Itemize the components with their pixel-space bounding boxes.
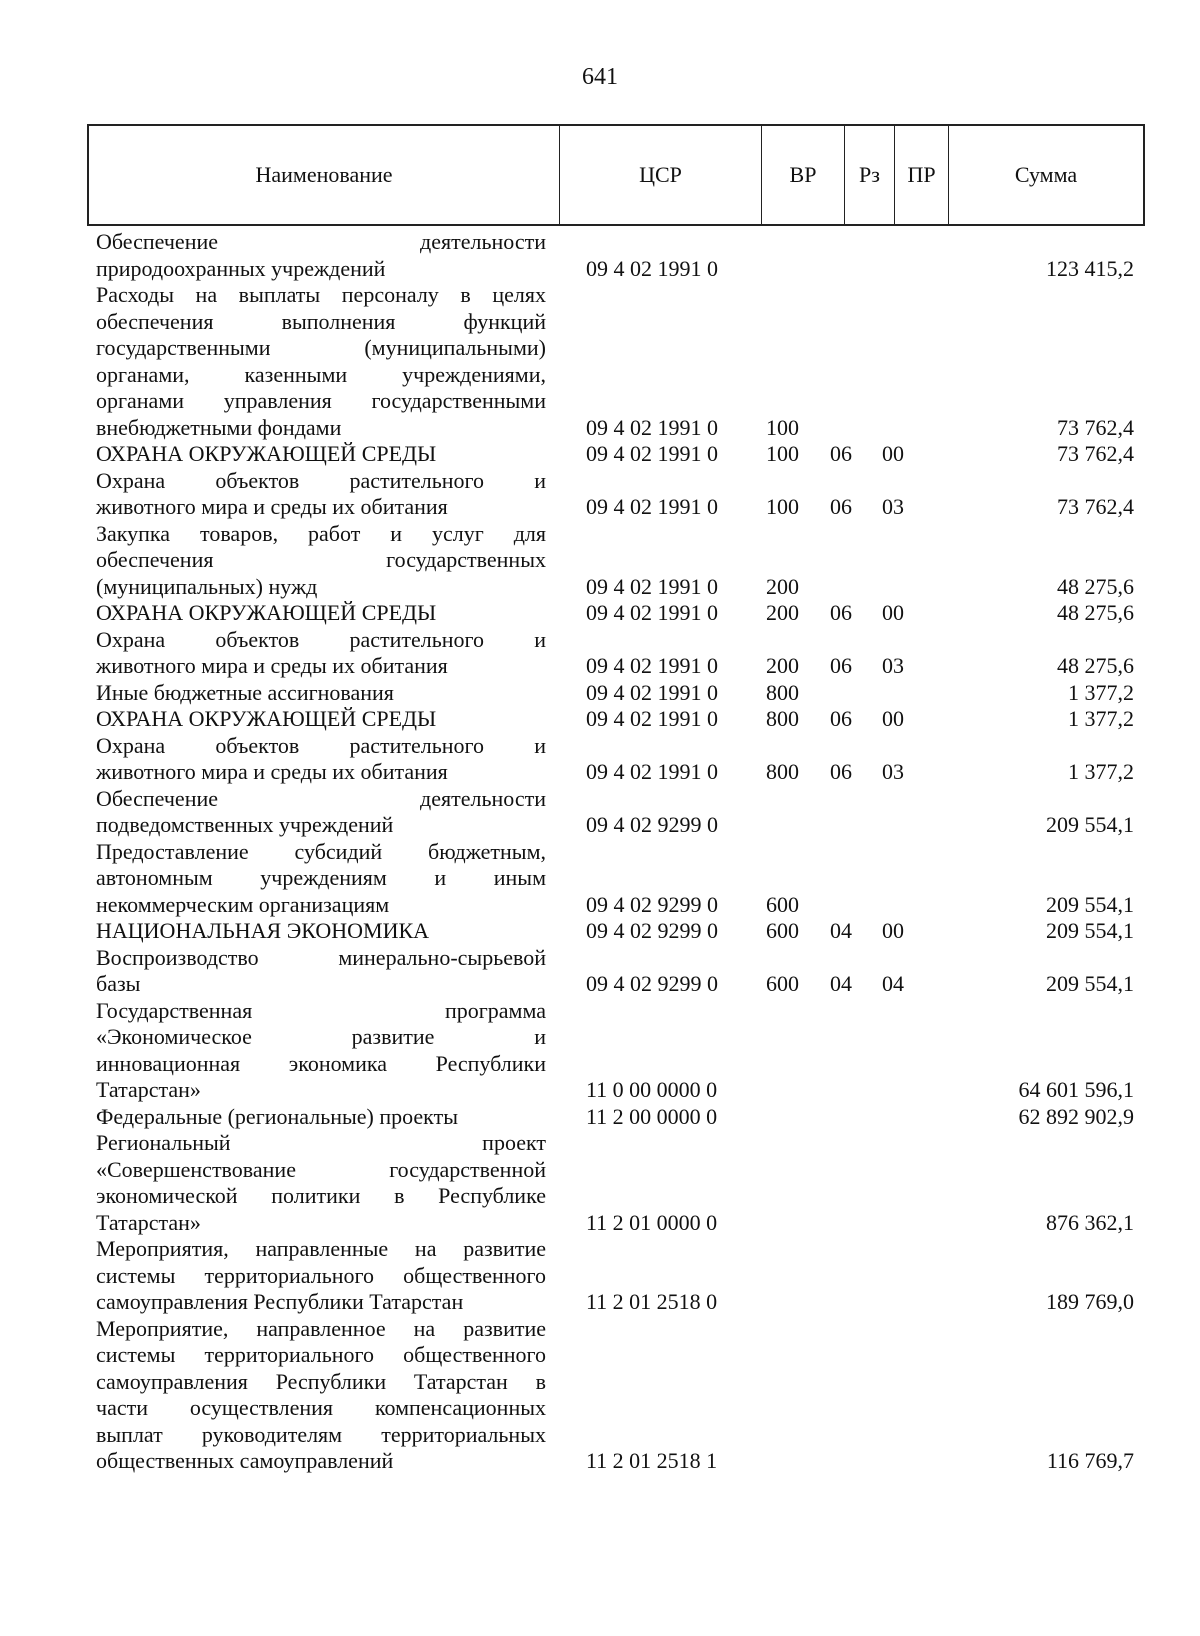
row-sum: 64 601 596,1 [1018,1077,1134,1102]
row-csr: 09 4 02 1991 0 [586,600,718,625]
row-pr: 00 [882,918,904,943]
table-row [96,706,1136,733]
row-csr: 09 4 02 1991 0 [586,706,718,731]
row-name [96,918,546,945]
table-row [96,441,1136,468]
table-row [96,1236,1136,1316]
row-csr: 11 0 00 0000 0 [586,1077,718,1102]
row-name-line: системы территориального общественного [96,1342,546,1367]
row-name-line: (муниципальных) нужд [96,573,318,599]
row-name-line: животного мира и среды их обитания [96,494,448,519]
row-sum: 209 554,1 [1046,971,1134,996]
row-name-line: инновационная экономика Республики [96,1050,546,1076]
row-rz: 04 [830,971,852,996]
table-row [96,1316,1136,1475]
row-name-line: животного мира и среды их обитания [96,759,448,784]
row-vr: 200 [766,653,799,678]
row-name-line: Охрана объектов растительного и [96,626,546,652]
row-name-line: органами управления государственными [96,388,546,413]
row-csr: 11 2 00 0000 0 [586,1103,718,1129]
row-csr: 09 4 02 9299 0 [586,812,718,837]
row-name-line: Иные бюджетные ассигнования [96,679,394,705]
row-name-line: обеспечения выполнения функций [96,308,546,334]
row-name-line: ОХРАНА ОКРУЖАЮЩЕЙ СРЕДЫ [96,441,437,466]
row-sum: 876 362,1 [1046,1209,1134,1235]
row-vr: 600 [766,891,799,917]
row-vr: 600 [766,918,799,943]
row-name-line: Предоставление субсидий бюджетным, [96,838,546,864]
row-name-line: общественных самоуправлений [96,1448,394,1473]
row-name-line: Мероприятие, направленное на развитие [96,1315,546,1341]
row-csr: 09 4 02 1991 0 [586,414,718,440]
row-name [96,600,546,627]
row-name-line: Обеспечение деятельности [96,785,546,811]
column-header-csr: ЦСР [560,126,762,224]
row-sum: 209 554,1 [1046,918,1134,943]
row-sum: 123 415,2 [1046,255,1134,281]
row-rz: 06 [830,706,852,731]
row-sum: 116 769,7 [1046,1448,1134,1473]
row-name-line: Татарстан» [96,1209,201,1235]
row-rz: 06 [830,600,852,625]
row-name-line: Мероприятия, направленные на развитие [96,1236,546,1261]
row-sum: 48 275,6 [1057,573,1134,599]
row-pr: 03 [882,653,904,678]
row-sum: 73 762,4 [1057,494,1134,519]
row-pr: 03 [882,494,904,519]
row-name [96,1236,546,1316]
row-name-line: Федеральные (региональные) проекты [96,1103,458,1129]
row-name-line: Обеспечение деятельности [96,229,546,254]
row-sum: 48 275,6 [1057,600,1134,625]
table-row [96,468,1136,521]
table-row [96,918,1136,945]
row-name-line: Охрана объектов растительного и [96,467,546,493]
row-name-line: самоуправления Республики Татарстан [96,1289,464,1314]
row-name [96,786,546,839]
table-row [96,1130,1136,1236]
row-sum: 1 377,2 [1068,759,1134,784]
row-name-line: самоуправления Республики Татарстан в [96,1368,546,1394]
row-csr: 09 4 02 1991 0 [586,494,718,519]
table-row [96,998,1136,1104]
column-header-name: Наименование [89,126,560,224]
row-csr: 11 2 01 0000 0 [586,1209,718,1235]
row-name-line: системы территориального общественного [96,1262,546,1288]
row-pr: 04 [882,971,904,996]
row-name [96,1316,546,1475]
page-number: 641 [582,64,618,90]
row-csr: 09 4 02 1991 0 [586,759,718,784]
row-name-line: обеспечения государственных [96,547,546,572]
row-name [96,627,546,680]
row-name-line: Региональный проект [96,1130,546,1155]
table-row [96,945,1136,998]
row-csr: 09 4 02 9299 0 [586,971,718,996]
row-csr: 09 4 02 9299 0 [586,891,718,917]
table-row [96,680,1136,707]
row-vr: 600 [766,971,799,996]
row-pr: 03 [882,759,904,784]
column-header-pr: ПР [895,126,949,224]
row-name-line: Татарстан» [96,1077,201,1102]
row-name-line: выплат руководителям территориальных [96,1421,546,1447]
row-csr: 09 4 02 1991 0 [586,255,718,281]
row-csr: 09 4 02 1991 0 [586,573,718,599]
row-csr: 11 2 01 2518 0 [586,1289,718,1314]
row-vr: 200 [766,573,799,599]
row-name [96,282,546,441]
row-name [96,441,546,468]
row-name-line: природоохранных учреждений [96,255,386,281]
row-csr: 09 4 02 1991 0 [586,679,718,705]
column-header-sum: Сумма [1014,162,1078,187]
row-sum: 189 769,0 [1046,1289,1134,1314]
column-header-rz: Рз [845,126,895,224]
row-name-line: внебюджетными фондами [96,414,342,440]
row-rz: 04 [830,918,852,943]
row-name-line: органами, казенными учреждениями, [96,361,546,387]
row-name [96,945,546,998]
row-pr: 00 [882,441,904,466]
row-name [96,1130,546,1236]
table-row [96,600,1136,627]
row-sum: 1 377,2 [1068,706,1134,731]
row-csr: 09 4 02 9299 0 [586,918,718,943]
table-row [96,521,1136,601]
row-rz: 06 [830,441,852,466]
row-vr: 800 [766,759,799,784]
table-header [87,124,1145,226]
row-name-line: автономным учреждениям и иным [96,865,546,890]
row-sum: 62 892 902,9 [1018,1103,1134,1129]
row-sum: 1 377,2 [1068,679,1134,705]
row-name-line: «Совершенствование государственной [96,1156,546,1182]
row-vr: 800 [766,679,799,705]
row-vr: 800 [766,706,799,731]
table-row [96,229,1136,282]
row-name-line: государственными (муниципальными) [96,335,546,360]
row-csr: 09 4 02 1991 0 [586,653,718,678]
row-name [96,680,546,707]
table-row [96,839,1136,919]
row-name-line: Закупка товаров, работ и услуг для [96,520,546,546]
table-body [96,229,1136,1475]
table-row [96,282,1136,441]
row-pr: 00 [882,706,904,731]
row-name-line: части осуществления компенсационных [96,1395,546,1420]
row-csr: 11 2 01 2518 1 [586,1448,718,1473]
row-name-line: Охрана объектов растительного и [96,732,546,758]
row-name-line: Воспроизводство минерально-сырьевой [96,944,546,970]
row-vr: 100 [766,414,799,440]
row-name-line: подведомственных учреждений [96,812,394,837]
row-name-line: некоммерческим организациям [96,891,390,917]
row-name-line: Расходы на выплаты персоналу в целях [96,282,546,307]
row-name [96,468,546,521]
row-name [96,1104,546,1131]
row-vr: 200 [766,600,799,625]
row-pr: 00 [882,600,904,625]
row-name-line: ОХРАНА ОКРУЖАЮЩЕЙ СРЕДЫ [96,706,437,731]
row-name [96,521,546,601]
row-name [96,839,546,919]
table-row [96,786,1136,839]
row-sum: 48 275,6 [1057,653,1134,678]
row-rz: 06 [830,653,852,678]
row-name-line: НАЦИОНАЛЬНАЯ ЭКОНОМИКА [96,918,430,943]
row-name-line: Государственная программа [96,997,546,1023]
row-rz: 06 [830,759,852,784]
row-vr: 100 [766,441,799,466]
row-rz: 06 [830,494,852,519]
row-name-line: животного мира и среды их обитания [96,653,448,678]
table-row [96,733,1136,786]
row-name [96,998,546,1104]
row-sum: 209 554,1 [1046,812,1134,837]
column-header-vr: ВР [762,126,845,224]
table-row [96,1104,1136,1131]
row-csr: 09 4 02 1991 0 [586,441,718,466]
row-sum: 73 762,4 [1057,441,1134,466]
row-name-line: «Экономическое развитие и [96,1024,546,1049]
row-name-line: ОХРАНА ОКРУЖАЮЩЕЙ СРЕДЫ [96,600,437,625]
row-sum: 73 762,4 [1057,414,1134,440]
row-vr: 100 [766,494,799,519]
table-row [96,627,1136,680]
row-name [96,706,546,733]
row-name-line: экономической политики в Республике [96,1183,546,1208]
row-name-line: базы [96,971,141,996]
row-name [96,733,546,786]
row-name [96,229,546,282]
row-sum: 209 554,1 [1046,891,1134,917]
